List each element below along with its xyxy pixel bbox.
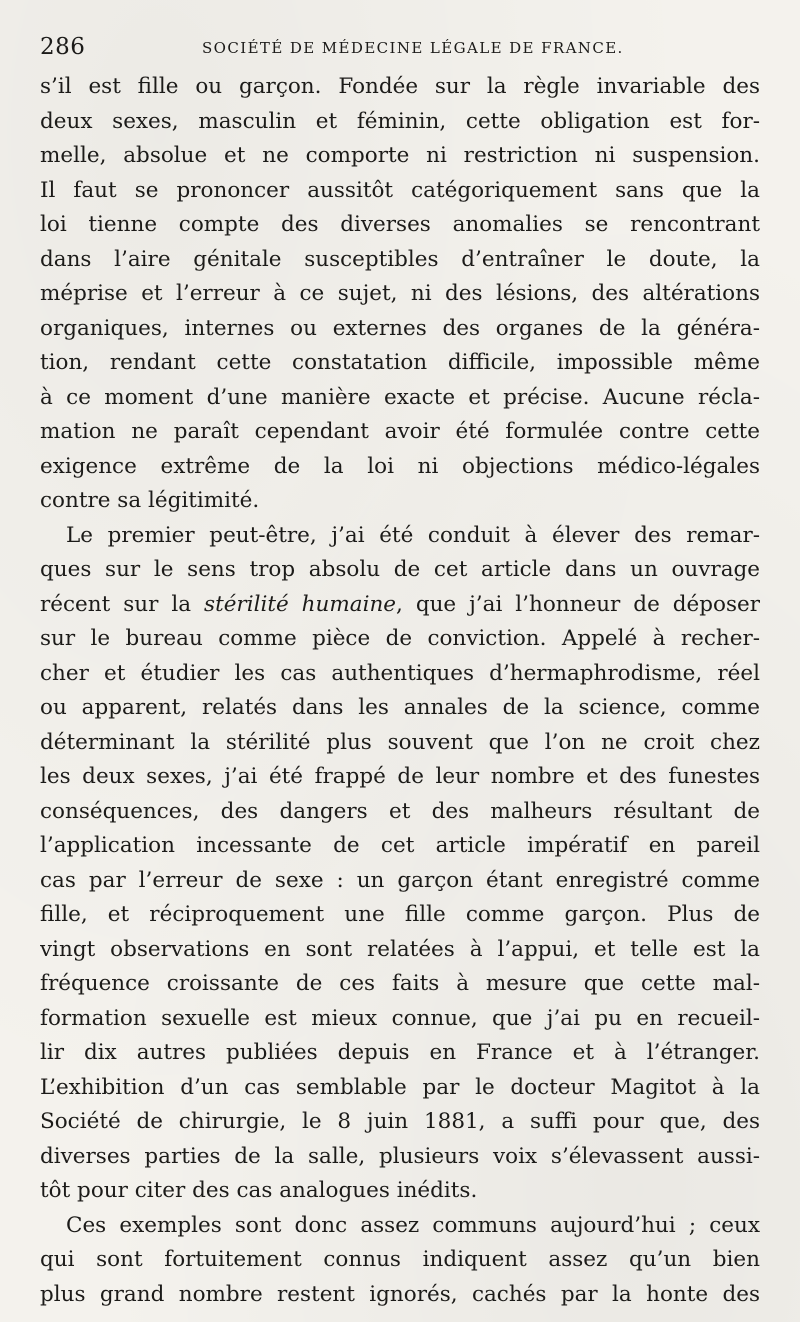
text-line: cas par l’erreur de sexe : un garçon étant enregistré comme (40, 867, 760, 893)
paragraph-3 (40, 1209, 760, 1313)
text-line: Société de chirurgie, le 8 juin 1881, a suffi pour que, des (40, 1109, 760, 1134)
text-line: qui sont fortuitement connus indiquent assez qu’un bien (40, 1247, 760, 1272)
text-line: organiques, internes ou externes des organes de la généra- (40, 315, 760, 341)
body-text (40, 70, 760, 1312)
text-line: formation sexuelle est mieux connue, que j’ai pu en recueil- (40, 1005, 760, 1031)
running-title: SOCIÉTÉ DE MÉDECINE LÉGALE DE FRANCE. (202, 39, 624, 57)
text-line: dans l’aire génitale susceptibles d’entraîner le doute, la (40, 246, 760, 272)
text-line: ques sur le sens trop absolu de cet article dans un ouvrage (40, 557, 760, 582)
page-header (40, 34, 760, 62)
text-line: L’exhibition d’un cas semblable par le docteur Magitot à la (40, 1074, 760, 1100)
page-number: 286 (40, 34, 86, 60)
text-line: les deux sexes, j’ai été frappé de leur nombre et des funestes (40, 764, 760, 789)
paragraph-1 (40, 70, 760, 519)
text-line: déterminant la stérilité plus souvent que l’on ne croit chez (40, 729, 760, 755)
text-line: exigence extrême de la loi ni objections médico-légales (40, 453, 760, 479)
text-line: à ce moment d’une manière exacte et précise. Aucune récla- (40, 384, 760, 410)
text-segment: , que j’ai l’honneur de déposer (396, 591, 760, 617)
text-line: fréquence croissante de ces faits à mesure que cette mal- (40, 971, 760, 996)
text-line: cher et étudier les cas authentiques d’hermaphrodisme, réel (40, 660, 760, 686)
text-segment: récent sur la (40, 591, 205, 617)
text-line: vingt observations en sont relatées à l’appui, et telle est la (40, 936, 760, 962)
text-line: conséquences, des dangers et des malheurs résultant de (40, 798, 760, 824)
text-line: ou apparent, relatés dans les annales de la science, comme (40, 695, 760, 720)
text-line: contre sa légitimité. (40, 488, 260, 513)
text-line (40, 588, 760, 623)
text-line: sur le bureau comme pièce de conviction. Appelé à recher- (40, 626, 760, 651)
text-line: Ces exemples sont donc assez communs aujourd’hui ; ceux (66, 1212, 760, 1238)
text-line: Le premier peut-être, j’ai été conduit à élever des remar- (66, 522, 760, 548)
text-line: tion, rendant cette constatation difficile, impossible même (40, 350, 760, 375)
text-line: melle, absolue et ne comporte ni restriction ni suspension. (40, 143, 760, 168)
text-line: plus grand nombre restent ignorés, cachés par la honte des (40, 1281, 760, 1307)
text-line: fille, et réciproquement une fille comme garçon. Plus de (40, 902, 760, 927)
text-line: s’il est fille ou garçon. Fondée sur la règle invariable des (40, 74, 760, 99)
text-line: méprise et l’erreur à ce sujet, ni des lésions, des altérations (40, 281, 760, 306)
text-line: Il faut se prononcer aussitôt catégoriquement sans que la (40, 177, 760, 203)
text-line: mation ne paraît cependant avoir été formulée contre cette (40, 419, 760, 444)
text-line: diverses parties de la salle, plusieurs voix s’élevassent aussi- (40, 1143, 760, 1169)
paragraph-2 (40, 519, 760, 1209)
italic-book-title: stérilité humaine (204, 591, 397, 617)
text-line: l’application incessante de cet article impératif en pareil (40, 833, 760, 858)
text-line: loi tienne compte des diverses anomalies se rencontrant (40, 212, 760, 237)
text-line: deux sexes, masculin et féminin, cette obligation est for- (40, 108, 760, 134)
text-line: lir dix autres publiées depuis en France et à l’étranger. (40, 1040, 760, 1065)
text-line: tôt pour citer des cas analogues inédits. (40, 1178, 478, 1203)
